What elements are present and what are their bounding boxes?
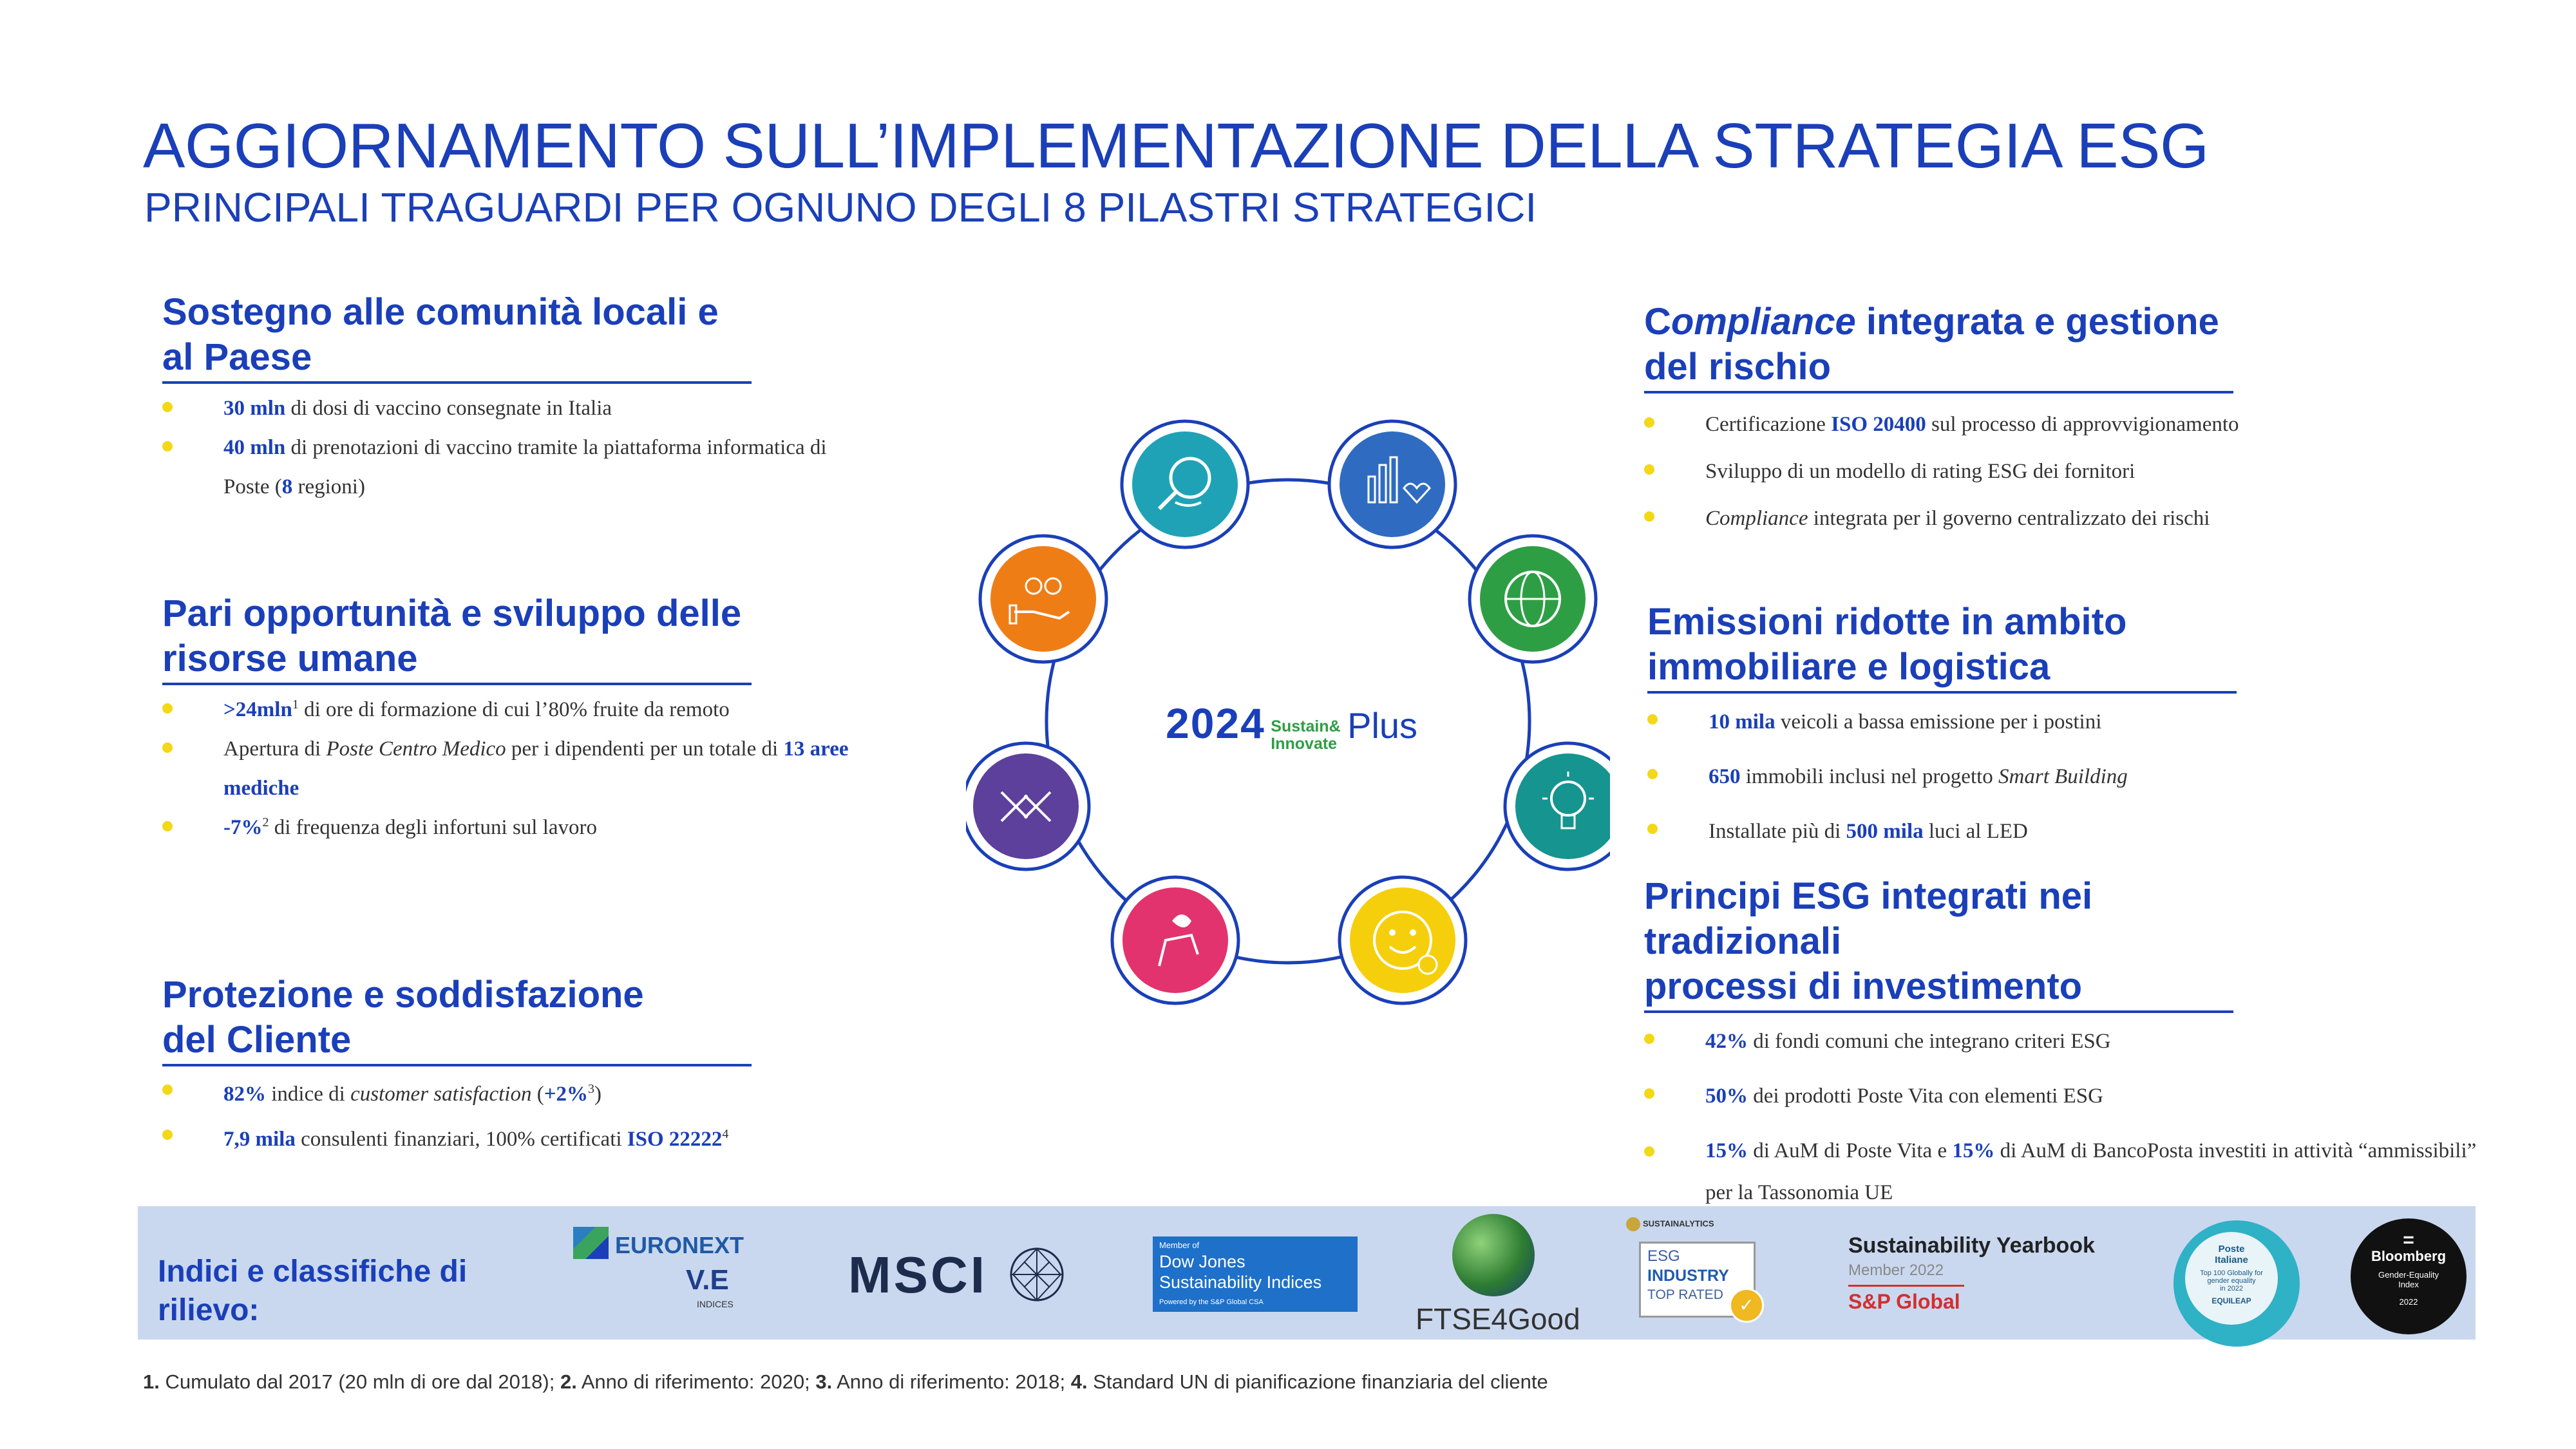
list-item: 50% dei prodotti Poste Vita con elementi ESG — [1644, 1069, 2576, 1124]
bullet-dot — [1644, 417, 1654, 428]
section-compliance-list — [1644, 401, 2239, 542]
euronext-ve-logo[interactable]: EURONEXT V.E INDICES — [573, 1227, 747, 1323]
sustainalytics-brand: SUSTAINALYTICS — [1626, 1217, 1714, 1231]
msci-logo[interactable]: MSCI — [848, 1242, 1067, 1306]
ftse4good-logo[interactable]: FTSE4Good — [1410, 1214, 1571, 1333]
page-title: AGGIORNAMENTO SULL’IMPLEMENTAZIONE DELLA STRATEGIA ESG — [143, 110, 2209, 181]
bloomberg-equal-icon: = — [2403, 1229, 2414, 1251]
section-investment-list — [1644, 1014, 2477, 1214]
list-item: 82% indice di customer satisfaction (+2%$^3$) — [162, 1072, 996, 1117]
bullet-dot — [1644, 464, 1654, 475]
section-community-title: Sostegno alle comunità locali e al Paese — [162, 290, 752, 384]
section-community — [162, 290, 827, 507]
logo-plus: Plus — [1347, 705, 1418, 746]
section-emissions-list — [1647, 695, 2237, 859]
logo-year: 2024 — [1166, 699, 1265, 747]
bullet-dot — [1644, 511, 1654, 522]
globe-leaf-icon[interactable] — [1470, 536, 1596, 662]
hand-italy-icon[interactable] — [1112, 877, 1238, 1003]
bullet-dot — [162, 1084, 173, 1095]
checkmark-medal-icon: ✓ — [1729, 1288, 1764, 1323]
section-customer-list — [162, 1072, 752, 1162]
bullet-dot — [1647, 824, 1658, 834]
section-people-list — [162, 690, 849, 848]
indices-band-title: Indici e classifiche di rilievo: — [158, 1255, 468, 1327]
lightbulb-icon[interactable] — [1505, 743, 1610, 869]
footnote: 1. Cumulato dal 2017 (20 mln di ore dal 2018); 2. Anno di riferimento: 2020; 3. Anno di riferimento: 2018; 4. Standard UN di pianificazione finanziaria del cliente — [143, 1370, 1548, 1393]
sustainalytics-badge[interactable] — [1626, 1217, 1774, 1333]
page-subtitle: PRINCIPALI TRAGUARDI PER OGNUNO DEGLI 8 PILASTRI STRATEGICI — [144, 184, 1537, 231]
bullet-dot — [1644, 1146, 1654, 1157]
logo-subtitle: Sustain& Innovate — [1271, 717, 1341, 753]
chart-heart-icon[interactable] — [1329, 421, 1455, 547]
section-investment — [1644, 874, 2477, 1214]
section-investment-title: Principi ESG integrati nei tradizionali processi di investimento — [1644, 874, 2233, 1013]
sp-global-yearbook-logo[interactable]: Sustainability Yearbook Member 2022 S&P Global — [1848, 1233, 2095, 1313]
bullet-dot — [162, 821, 173, 831]
euronext-mark-icon — [573, 1227, 609, 1259]
bullet-dot — [162, 743, 173, 753]
section-community-list — [162, 389, 827, 507]
bullet-dot — [162, 441, 173, 451]
list-item: 42% di fondi comuni che integrano criteri ESG — [1644, 1014, 2576, 1069]
bullet-dot — [1647, 714, 1658, 724]
list-item: 650 immobili inclusi nel progetto Smart Building — [1647, 750, 2481, 804]
joined-hands-icon[interactable] — [966, 743, 1089, 869]
bullet-dot — [1644, 1034, 1654, 1044]
sustain-innovate-logo — [1166, 699, 1417, 753]
bullet-dot — [1647, 769, 1658, 779]
list-item: 10 mila veicoli a bassa emissione per i postini — [1647, 695, 2481, 750]
list-item: 15% di AuM di Poste Vita e 15% di AuM di BancoPosta investiti in attività “ammissibili” per la Tassonomia UE — [1644, 1124, 2576, 1214]
section-compliance-title: Compliance integrata e gestione del rischio — [1644, 299, 2233, 393]
list-item: Installate più di 500 mila luci al LED — [1647, 804, 2481, 859]
smiley-plus-icon[interactable] — [1340, 877, 1466, 1003]
equileap-badge[interactable] — [2174, 1220, 2300, 1347]
section-compliance — [1644, 299, 2239, 542]
bullet-dot — [162, 1130, 173, 1140]
bloomberg-gei-badge[interactable]: = Bloomberg Gender-Equality Index 2022 — [2351, 1218, 2467, 1334]
list-item: Sviluppo di un modello di rating ESG dei fornitori — [1644, 448, 2478, 495]
hand-people-icon[interactable] — [980, 536, 1106, 662]
yearbook-divider — [1848, 1285, 1964, 1287]
section-people — [162, 591, 849, 848]
section-people-title: Pari opportunità e sviluppo delle risorse umane — [162, 591, 752, 685]
sustainalytics-rating-box: ESG INDUSTRY TOP RATED — [1639, 1242, 1756, 1318]
section-customer — [162, 972, 752, 1162]
list-item: Certificazione ISO 20400 sul processo di approvvigionamento — [1644, 401, 2478, 448]
list-item: >24mln$^1$ di ore di formazione di cui l’80% fruite da remoto — [162, 690, 996, 730]
section-emissions — [1647, 600, 2237, 859]
list-item: Apertura di Poste Centro Medico per i dipendenti per un totale di 13 aree mediche — [162, 730, 996, 808]
section-emissions-title: Emissioni ridotte in ambito immobiliare e logistica — [1647, 600, 2237, 694]
list-item: 7,9 mila consulenti finanziari, 100% certificati ISO 22222$^4$ — [162, 1117, 996, 1162]
list-item: 40 mln di prenotazioni di vaccino tramite la piattaforma informatica di Poste (8 regioni) — [162, 428, 951, 507]
list-item: 30 mln di dosi di vaccino consegnate in Italia — [162, 389, 752, 428]
section-customer-title: Protezione e soddisfazione del Cliente — [162, 972, 752, 1066]
bullet-dot — [162, 402, 173, 412]
ftse-globe-icon — [1452, 1214, 1535, 1296]
list-item: -7%$^2$ di frequenza degli infortuni sul lavoro — [162, 808, 996, 848]
bullet-dot — [162, 703, 173, 714]
msci-globe-icon — [1009, 1247, 1065, 1302]
handshake-search-icon[interactable] — [1122, 421, 1248, 547]
list-item: Compliance integrata per il governo centralizzato dei rischi — [1644, 495, 2478, 542]
bullet-dot — [1644, 1088, 1654, 1099]
equileap-badge-inner: Poste Italiane Top 100 Globally for gender equality in 2022 EQUILEAP — [2185, 1232, 2278, 1325]
dow-jones-logo[interactable]: Member of Dow Jones Sustainability Indices Powered by the S&P Global CSA — [1153, 1236, 1358, 1312]
sustainalytics-dot-icon — [1626, 1217, 1640, 1231]
